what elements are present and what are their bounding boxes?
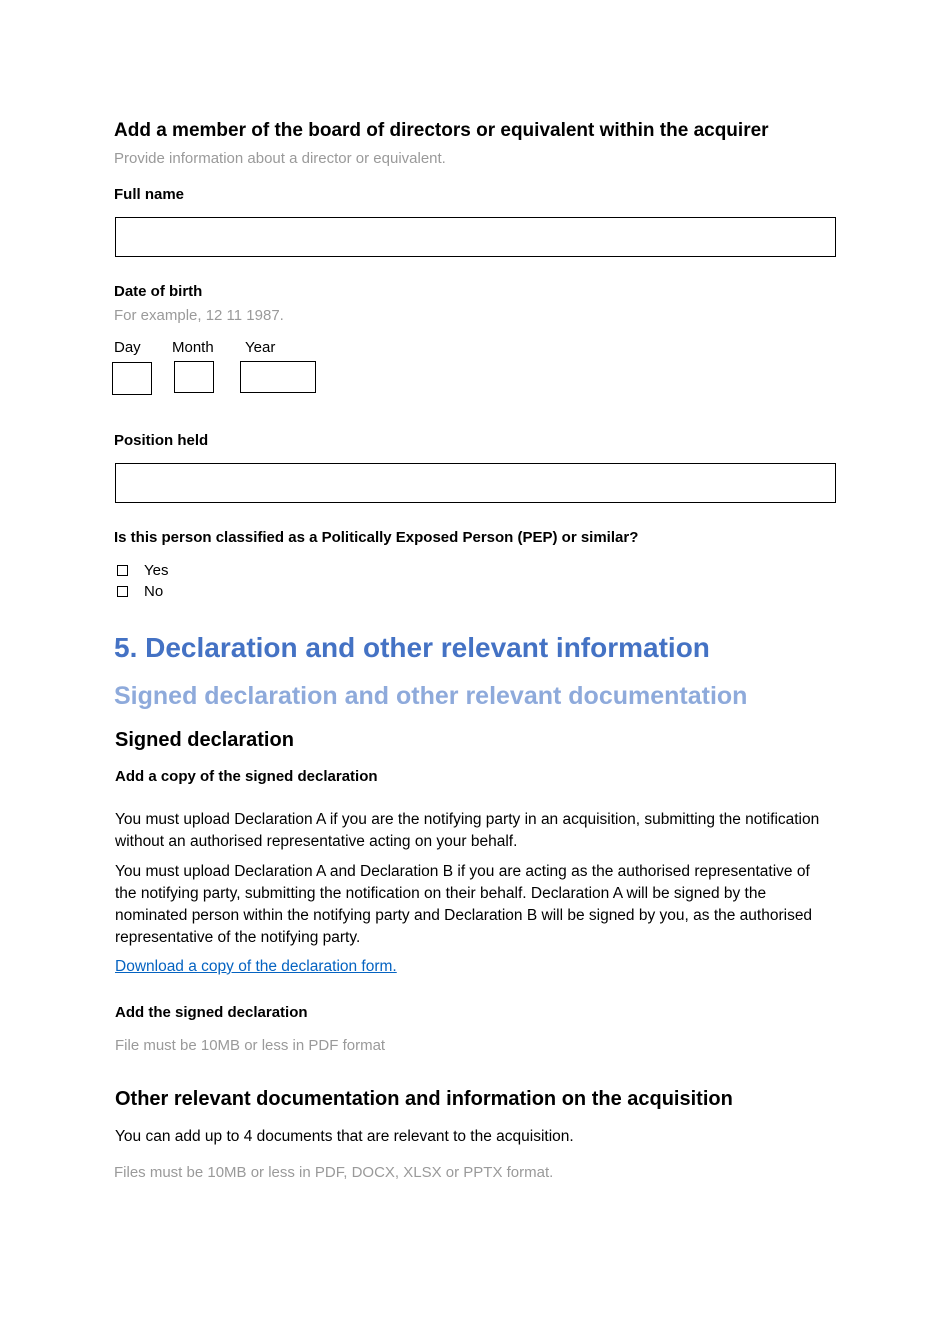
other-docs-file-hint: Files must be 10MB or less in PDF, DOCX, XLSX or PPTX format. — [114, 1164, 554, 1181]
day-label: Day — [114, 339, 141, 356]
full-name-input[interactable] — [115, 217, 836, 257]
board-member-heading: Add a member of the board of directors or equivalent within the acquirer — [114, 120, 769, 141]
declaration-file-hint: File must be 10MB or less in PDF format — [115, 1037, 386, 1054]
month-label: Month — [172, 339, 214, 356]
section-5-subtitle: Signed declaration and other relevant documentation — [114, 682, 748, 710]
add-signed-declaration-label: Add the signed declaration — [115, 1004, 308, 1021]
date-of-birth-hint: For example, 12 11 1987. — [114, 307, 284, 324]
other-docs-text: You can add up to 4 documents that are relevant to the acquisition. — [115, 1128, 574, 1145]
day-input[interactable] — [112, 362, 152, 395]
pep-no-checkbox[interactable] — [117, 586, 128, 597]
full-name-label: Full name — [114, 186, 185, 203]
month-input[interactable] — [174, 361, 214, 393]
year-label: Year — [245, 339, 276, 356]
pep-option-yes[interactable] — [117, 562, 168, 579]
signed-declaration-heading: Signed declaration — [115, 729, 294, 751]
other-docs-heading: Other relevant documentation and information on the acquisition — [115, 1088, 733, 1110]
pep-yes-checkbox[interactable] — [117, 565, 128, 576]
pep-no-label: No — [144, 583, 164, 600]
position-held-label: Position held — [114, 432, 209, 449]
position-held-input[interactable] — [115, 463, 836, 503]
board-member-hint: Provide information about a director or equivalent. — [114, 150, 446, 167]
date-of-birth-label: Date of birth — [114, 283, 203, 300]
pep-question: Is this person classified as a Politically Exposed Person (PEP) or similar? — [114, 529, 639, 546]
download-declaration-link[interactable]: Download a copy of the declaration form. — [115, 958, 397, 975]
pep-yes-label: Yes — [144, 562, 169, 579]
declaration-paragraph-2: You must upload Declaration A and Declaration B if you are acting as the authorised representative of the notifying party, submitting the notification on their behalf. Declaration A will be signed by the nominated person within the notifying party and Declaration B will be signed by you, as the authorised representative of the notifying party. — [115, 863, 813, 946]
pep-option-no[interactable] — [117, 583, 163, 600]
declaration-paragraph-1: You must upload Declaration A if you are the notifying party in an acquisition, submitting the notification without an authorised representative acting on your behalf. — [115, 811, 820, 850]
section-5-title: 5. Declaration and other relevant information — [114, 632, 710, 663]
add-copy-label: Add a copy of the signed declaration — [115, 768, 378, 785]
year-input[interactable] — [240, 361, 316, 393]
